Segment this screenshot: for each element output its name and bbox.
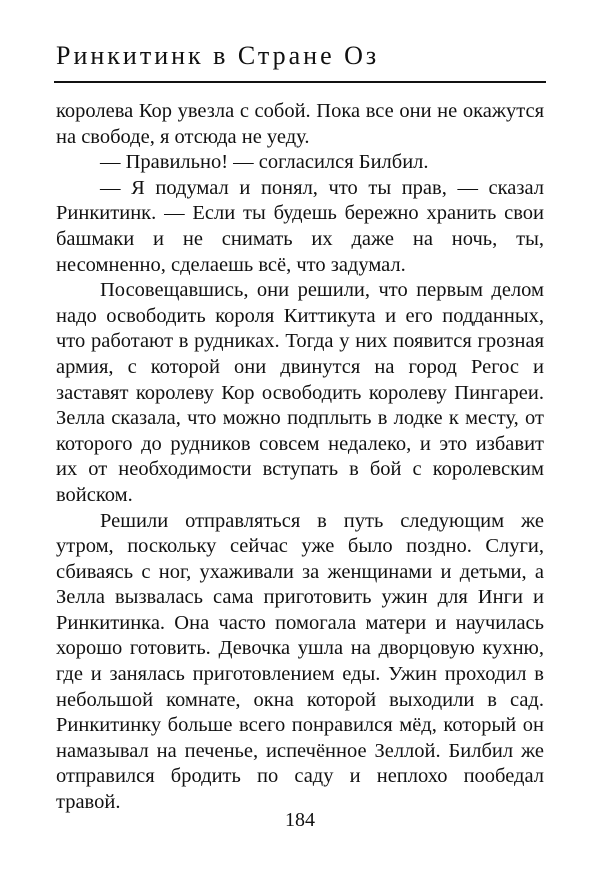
header-rule [54, 81, 546, 83]
paragraph: — Правильно! — согласился Билбил. [100, 151, 429, 174]
body-text [56, 99, 544, 816]
paragraph-continuation: королева Кор увезла с собой. Пока все они не окажутся на свободе, я отсюда не уеду. [56, 100, 544, 148]
paragraph: — Я подумал и понял, что ты прав, — сказал Ринкитинк. — Если ты будешь бережно хранить свои башмаки и не снимать их даже на ночь, ты, несомненно, сделаешь всё, что задумал. [56, 176, 544, 276]
paragraph: Решили отправляться в путь следующим же утром, поскольку сейчас уже было поздно. Слуги, сбиваясь с ног, ухаживали за женщинами и детьми, а Зелла вызвалась сама приготовить ужин для Инги и Ринкитинка. Она часто помогала матери и научилась хорошо готовить. Девочка ушла на дворцовую кухню, где и занялась приготовлением еды. Ужин проходил в небольшой комнате, окна которой выходили в сад. Ринкитинку больше всего понравился мёд, который он намазывал на печенье, испечённое Зеллой. Билбил же отправился бродить по саду и неплохо пообедал травой. [56, 509, 544, 814]
page-number: 184 [285, 809, 315, 831]
running-head-title: Ринкитинк в Стране Оз [56, 41, 380, 70]
paragraph: Посовещавшись, они решили, что первым делом надо освободить короля Киттикута и его подданных, что работают в рудниках. Тогда у них появится грозная армия, с которой они двинутся на город Регос и заставят королеву Кор освободить королеву Пингареи. Зелла сказала, что можно подплыть в лодке к месту, от которого до рудников совсем недалеко, и это избавит их от необходимости вступать в бой с королевским войском. [56, 279, 544, 506]
